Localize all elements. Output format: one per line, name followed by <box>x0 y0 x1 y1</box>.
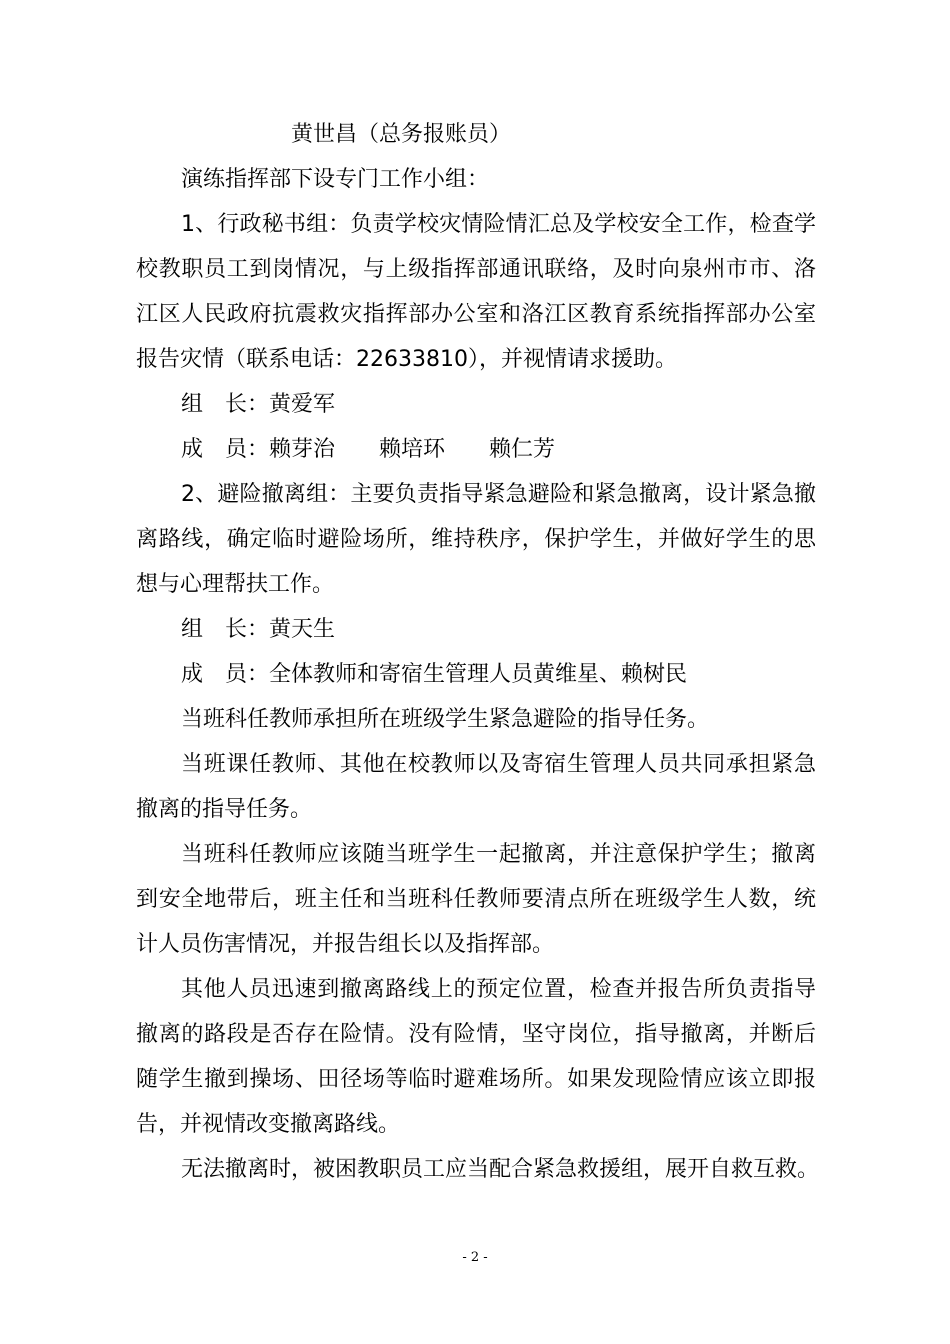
paragraph-line: 黄世昌（总务报账员） <box>291 122 512 147</box>
paragraph-line: 1、行政秘书组：负责学校灾情险情汇总及学校安全工作，检查学 <box>181 212 816 237</box>
paragraph-line: 告，并视情改变撤离路线。 <box>136 1112 401 1137</box>
member-name: 员：赖芽治 <box>225 437 336 462</box>
leader-name: 长：黄天生 <box>225 617 336 642</box>
group-members-line <box>181 435 555 465</box>
paragraph-line: 校教职员工到岗情况，与上级指挥部通讯联络，及时向泉州市市、洛 <box>136 257 816 282</box>
paragraph-line: 想与心理帮扶工作。 <box>136 572 335 597</box>
member-name: 赖仁芳 <box>489 437 556 462</box>
paragraph-line: 其他人员迅速到撤离路线上的预定位置，检查并报告所负责指导 <box>181 977 816 1002</box>
paragraph-line: 离路线，确定临时避险场所，维持秩序，保护学生，并做好学生的思 <box>136 527 816 552</box>
paragraph-line: 无法撤离时，被困教职员工应当配合紧急救援组，展开自救互救。 <box>181 1157 820 1182</box>
paragraph-line: 随学生撤到操场、田径场等临时避难场所。如果发现险情应该立即报 <box>136 1067 816 1092</box>
leader-prefix: 组 <box>181 617 204 642</box>
page-number: - 2 - <box>462 1250 488 1265</box>
paragraph-line: 当班科任教师应该随当班学生一起撤离，并注意保护学生；撤离 <box>181 842 816 867</box>
leader-name: 长：黄爱军 <box>225 392 336 417</box>
paragraph-line: 2、避险撤离组：主要负责指导紧急避险和紧急撤离，设计紧急撤 <box>181 482 816 507</box>
group-leader-line <box>181 615 335 645</box>
group-leader-line <box>181 390 335 420</box>
members-list: 员：全体教师和寄宿生管理人员黄维星、赖树民 <box>225 662 688 687</box>
group-members-line <box>181 660 687 690</box>
paragraph-line: 计人员伤害情况，并报告组长以及指挥部。 <box>136 932 555 957</box>
leader-prefix: 组 <box>181 392 204 417</box>
paragraph-line: 演练指挥部下设专门工作小组： <box>181 167 490 192</box>
paragraph-line: 撤离的路段是否存在险情。没有险情，坚守岗位，指导撤离，并断后 <box>136 1022 816 1047</box>
paragraph-line: 当班科任教师承担所在班级学生紧急避险的指导任务。 <box>181 707 710 732</box>
members-prefix: 成 <box>181 662 204 687</box>
paragraph-line: 撤离的指导任务。 <box>136 797 313 822</box>
paragraph-line: 报告灾情（联系电话：22633810），并视情请求援助。 <box>136 347 677 372</box>
members-prefix: 成 <box>181 437 204 462</box>
paragraph-line: 到安全地带后，班主任和当班科任教师要清点所在班级学生人数，统 <box>136 887 816 912</box>
member-name: 赖培环 <box>379 437 446 462</box>
paragraph-line: 当班课任教师、其他在校教师以及寄宿生管理人员共同承担紧急 <box>181 752 816 777</box>
paragraph-line: 江区人民政府抗震救灾指挥部办公室和洛江区教育系统指挥部办公室 <box>136 302 816 327</box>
